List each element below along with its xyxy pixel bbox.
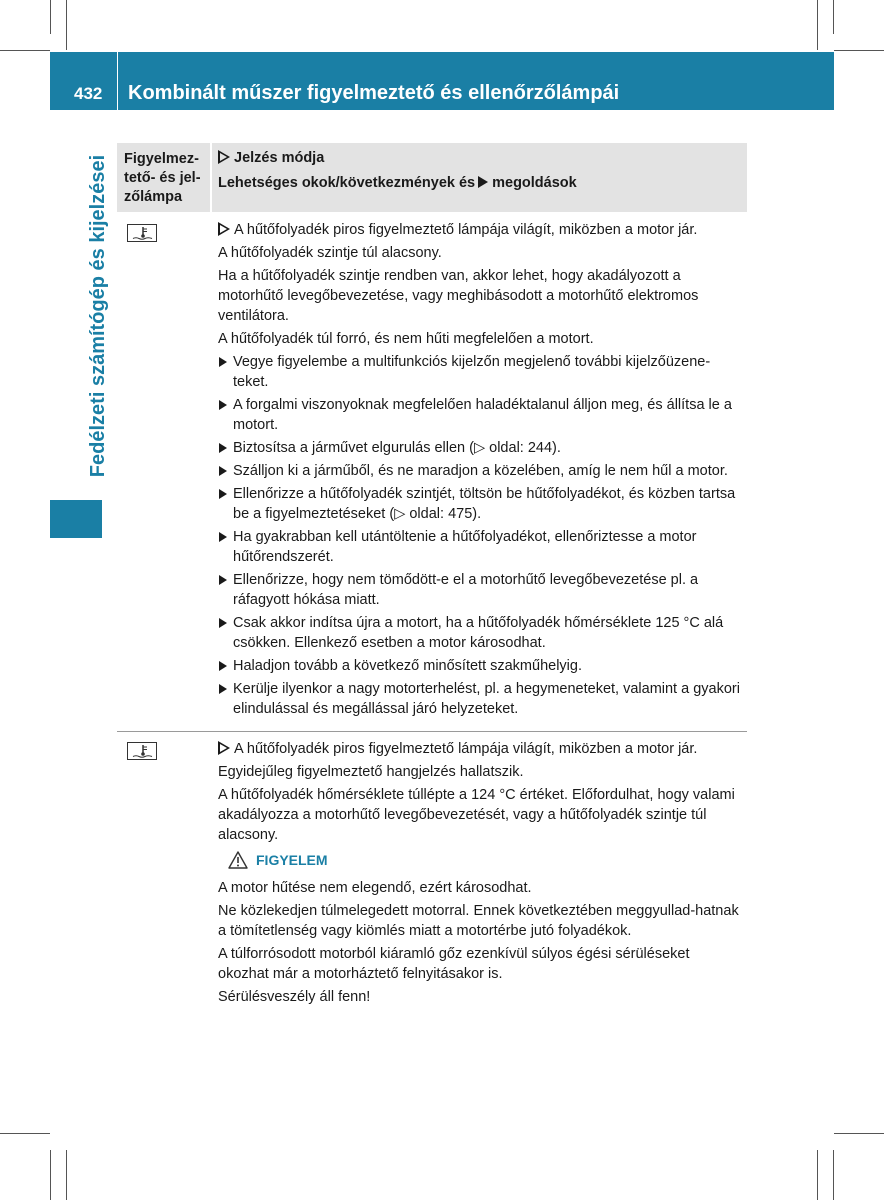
crop-mark (0, 1133, 50, 1134)
warning-triangle-icon (228, 851, 248, 869)
crop-mark (66, 0, 67, 50)
row1-action: A forgalmi viszonyoknak megfelelően haladéktalanul álljon meg, és állítsa le a motort. (218, 395, 743, 435)
coolant-temperature-icon (127, 224, 157, 242)
row1-action: Ellenőrizze a hűtőfolyadék szintjét, töltsön be hűtőfolyadékot, és közben tartsa be a figyelmeztetéseket (▷ oldal: 475). (218, 484, 743, 524)
warning-text-2: Ne közlekedjen túlmelegedett motorral. Ennek következtében meggyullad-hatnak a tömítetlenség vagy kiömlés miatt a motortérbe jutó folyadékok. (218, 903, 739, 939)
warning-heading (228, 851, 328, 869)
table-header-divider (210, 143, 212, 212)
row1-cause-1: A hűtőfolyadék szintje túl alacsony. (218, 245, 442, 261)
row1-signal-text: A hűtőfolyadék piros figyelmeztető lámpája világít, miközben a motor jár. (234, 222, 698, 238)
coolant-temperature-icon (127, 742, 157, 760)
row2-cause-2: A hűtőfolyadék hőmérséklete túllépte a 124 °C értéket. Előfordulhat, hogy valami akadályozza a motorhűtő levegőbevezetését, vagy a hűtőfolyadék szintje túl alacsony. (218, 787, 735, 843)
header-divider (117, 52, 118, 110)
signal-triangle-icon (218, 741, 230, 755)
warning-text-4: Sérülésveszély áll fenn! (218, 989, 371, 1005)
action-triangle-icon (478, 176, 488, 188)
table-header-causes (218, 175, 577, 191)
row1-action: Biztosítsa a járművet elgurulás ellen (▷ oldal: 244). (218, 438, 743, 458)
crop-mark (833, 0, 834, 34)
crop-mark (0, 50, 50, 51)
row1-cause-3: A hűtőfolyadék túl forró, és nem hűti megfelelően a motort. (218, 331, 594, 347)
warning-label: FIGYELEM (256, 852, 328, 868)
signal-triangle-icon (218, 150, 230, 164)
row-divider (117, 731, 747, 732)
row1-cause-2: Ha a hűtőfolyadék szintje rendben van, akkor lehet, hogy akadályozott a motorhűtő levegőbevezetése, vagy meghibásodott a motorhűtő elektromos ventilátora. (218, 268, 699, 324)
row1-action: Ellenőrizze, hogy nem tömődött-e el a motorhűtő levegőbevezetése pl. a ráfagyott hókása miatt. (218, 570, 743, 610)
table-header-solutions-label: megoldások (492, 175, 577, 191)
crop-mark (834, 1133, 884, 1134)
row1-action: Szálljon ki a járműből, és ne maradjon a közelében, amíg le nem hűl a motor. (218, 461, 743, 481)
row1-action: Csak akkor indítsa újra a motort, ha a hűtőfolyadék hőmérséklete 125 °C alá csökken. Ellenkező esetben a motor károsodhat. (218, 613, 743, 653)
table-header-signal (218, 150, 324, 166)
crop-mark (817, 1150, 818, 1200)
crop-mark (817, 0, 818, 50)
warning-content (218, 878, 743, 1010)
page-title: Kombinált műszer figyelmeztető és ellenőrzőlámpái (128, 82, 620, 104)
warning-text-3: A túlforrósodott motorból kiáramló gőz ezenkívül súlyos égési sérüléseket okozhat már a motorháztető felnyitásakor is. (218, 946, 690, 982)
row2-signal-text: A hűtőfolyadék piros figyelmeztető lámpája világít, miközben a motor jár. (234, 741, 698, 757)
row1-content (218, 220, 743, 722)
crop-mark (50, 1150, 51, 1200)
row1-action: Ha gyakrabban kell utántöltenie a hűtőfolyadékot, ellenőriztesse a motor hűtőrendszerét. (218, 527, 743, 567)
row1-action: Haladjon tovább a következő minősített szakműhelyig. (218, 656, 743, 676)
crop-mark (50, 0, 51, 34)
row1-action: Kerülje ilyenkor a nagy motorterhelést, pl. a hegymeneteket, valamint a gyakori elindulással és megállással járó helyzeteket. (218, 679, 743, 719)
side-tab-label: Fedélzeti számítógép és kijelzései (87, 154, 109, 478)
table-header-col1: Figyelmez- tető- és jel- zőlámpa (124, 151, 201, 205)
row1-signal (218, 220, 743, 240)
table-header-causes-label: Lehetséges okok/következmények és (218, 175, 476, 191)
crop-mark (66, 1150, 67, 1200)
warning-text-1: A motor hűtése nem elegendő, ezért károsodhat. (218, 880, 532, 896)
row1-action: Vegye figyelembe a multifunkciós kijelzőn megjelenő további kijelzőüzene-teket. (218, 352, 743, 392)
crop-mark (833, 1150, 834, 1200)
signal-triangle-icon (218, 222, 230, 236)
row2-content (218, 739, 743, 848)
row2-signal (218, 739, 743, 759)
crop-mark (834, 50, 884, 51)
table-header-signal-label: Jelzés módja (234, 150, 325, 166)
page-number: 432 (74, 84, 103, 103)
row2-cause-1: Egyidejűleg figyelmeztető hangjelzés hallatszik. (218, 764, 524, 780)
